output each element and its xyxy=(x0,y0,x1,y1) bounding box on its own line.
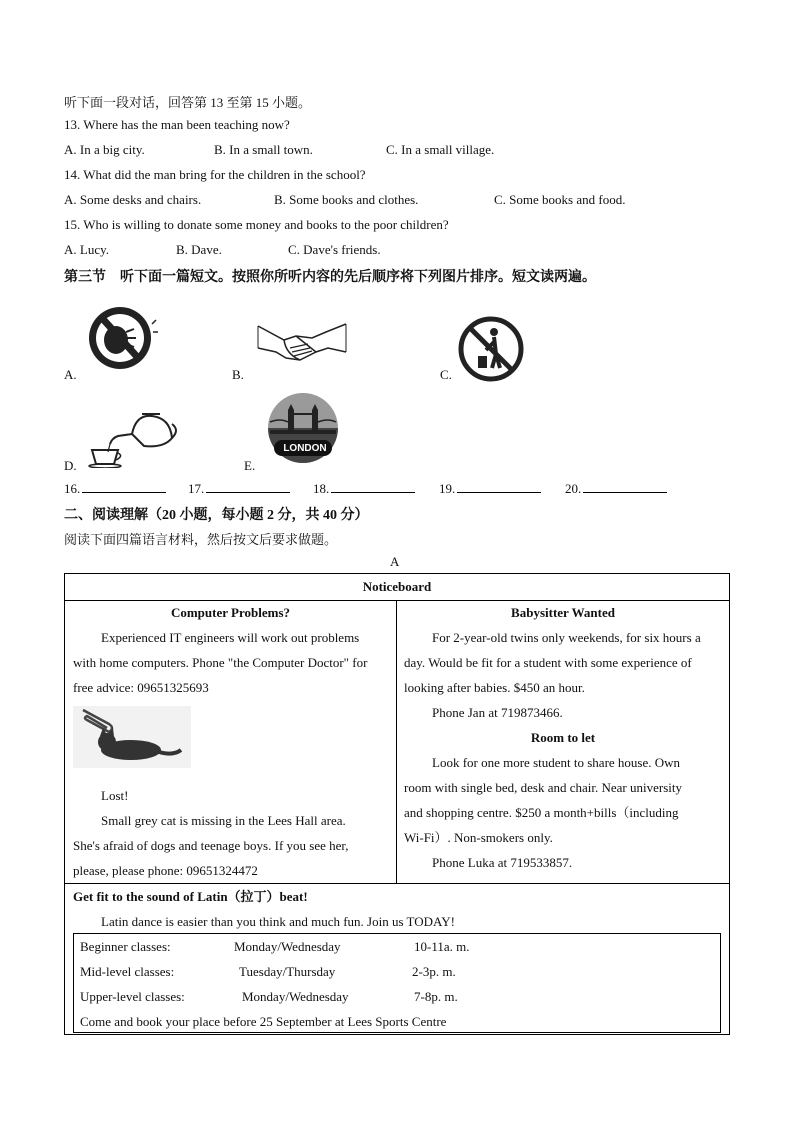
q15-option-c[interactable]: C. Dave's friends. xyxy=(288,242,381,257)
class-time: 10-11a. m. xyxy=(414,939,470,954)
dialogue-intro: 听下面一段对话，回答第 13 至第 15 小题。 xyxy=(64,95,312,110)
question-15: 15. Who is willing to donate some money and books to the poor children? xyxy=(64,217,449,232)
latin-intro: Latin dance is easier than you think and much fun. Join us TODAY! xyxy=(101,914,455,929)
computer-line-2: with home computers. Phone "the Computer Doctor" for xyxy=(73,655,368,670)
answer-18[interactable]: 18. xyxy=(313,480,415,497)
answer-19[interactable]: 19. xyxy=(439,480,541,497)
room-line-3: and shopping centre. $250 a month+bills（including xyxy=(404,805,679,820)
computer-line-3: free advice: 09651325693 xyxy=(73,680,209,695)
room-line-4: Wi-Fi）. Non-smokers only. xyxy=(404,830,553,845)
handshake-icon xyxy=(256,318,348,370)
noticeboard-title: Noticeboard xyxy=(362,579,432,594)
q14-option-c[interactable]: C. Some books and food. xyxy=(494,192,626,207)
q13-option-b[interactable]: B. In a small town. xyxy=(214,142,313,157)
answer-17[interactable]: 17. xyxy=(188,480,290,497)
q13-option-c[interactable]: C. In a small village. xyxy=(386,142,495,157)
no-talking-icon xyxy=(86,302,160,374)
computer-line-1: Experienced IT engineers will work out problems xyxy=(101,630,360,645)
picture-label-c: C. xyxy=(440,367,452,382)
london-label: LONDON xyxy=(283,443,327,454)
q14-option-a[interactable]: A. Some desks and chairs. xyxy=(64,192,202,207)
answer-20[interactable]: 20. xyxy=(565,480,667,497)
class-level: Mid-level classes: xyxy=(80,964,175,979)
lost-line-2: She's afraid of dogs and teenage boys. If you see her, xyxy=(73,838,349,853)
noticeboard xyxy=(64,573,730,1035)
lost-cat-photo-icon xyxy=(73,706,191,768)
class-days: Tuesday/Thursday xyxy=(239,964,336,979)
reading-instruction: 阅读下面四篇语言材料，然后按文后要求做题。 xyxy=(64,532,338,547)
class-schedule xyxy=(73,933,721,1033)
teapot-icon xyxy=(88,406,178,468)
babysitter-line-3: looking after babies. $450 an hour. xyxy=(404,680,585,695)
question-14: 14. What did the man bring for the children in the school? xyxy=(64,167,366,182)
room-to-let-title: Room to let xyxy=(530,730,596,745)
room-line-1: Look for one more student to share house. Own xyxy=(432,755,681,770)
class-days: Monday/Wednesday xyxy=(234,939,341,954)
babysitter-line-2: day. Would be fit for a student with some experience of xyxy=(404,655,692,670)
q15-option-a[interactable]: A. Lucy. xyxy=(64,242,110,257)
q14-option-b[interactable]: B. Some books and clothes. xyxy=(274,192,419,207)
question-13: 13. Where has the man been teaching now? xyxy=(64,117,290,132)
room-line-2: room with single bed, desk and chair. Near university xyxy=(404,780,682,795)
babysitter-line-1: For 2-year-old twins only weekends, for six hours a xyxy=(432,630,701,645)
lost-line-3: please, please phone: 09651324472 xyxy=(73,863,258,878)
answer-16[interactable]: 16. xyxy=(64,480,166,497)
picture-label-d: D. xyxy=(64,458,77,473)
latin-title: Get fit to the sound of Latin（拉丁）beat! xyxy=(73,889,308,904)
no-littering-icon xyxy=(458,316,524,382)
babysitter-phone: Phone Jan at 719873466. xyxy=(432,705,563,720)
q15-option-b[interactable]: B. Dave. xyxy=(176,242,222,257)
passage-label: A xyxy=(390,554,400,569)
room-phone: Phone Luka at 719533857. xyxy=(432,855,573,870)
reading-heading: 二、阅读理解（20 小题，每小题 2 分，共 40 分） xyxy=(64,508,369,523)
lost-title: Lost! xyxy=(101,788,129,803)
picture-label-a: A. xyxy=(64,367,77,382)
picture-label-e: E. xyxy=(244,458,256,473)
class-level: Beginner classes: xyxy=(80,939,171,954)
class-days: Monday/Wednesday xyxy=(242,989,349,1004)
class-level: Upper-level classes: xyxy=(80,989,185,1004)
class-time: 2-3p. m. xyxy=(412,964,456,979)
lost-line-1: Small grey cat is missing in the Lees Hall area. xyxy=(101,813,346,828)
babysitter-title: Babysitter Wanted xyxy=(511,605,615,620)
computer-problems-title: Computer Problems? xyxy=(170,605,291,620)
class-booking-note: Come and book your place before 25 September at Lees Sports Centre xyxy=(80,1014,447,1029)
picture-label-b: B. xyxy=(232,367,244,382)
class-time: 7-8p. m. xyxy=(414,989,458,1004)
section3-title: 第三节 听下面一篇短文。按照你所听内容的先后顺序将下列图片排序。短文读两遍。 xyxy=(64,270,596,285)
q13-option-a[interactable]: A. In a big city. xyxy=(64,142,145,157)
